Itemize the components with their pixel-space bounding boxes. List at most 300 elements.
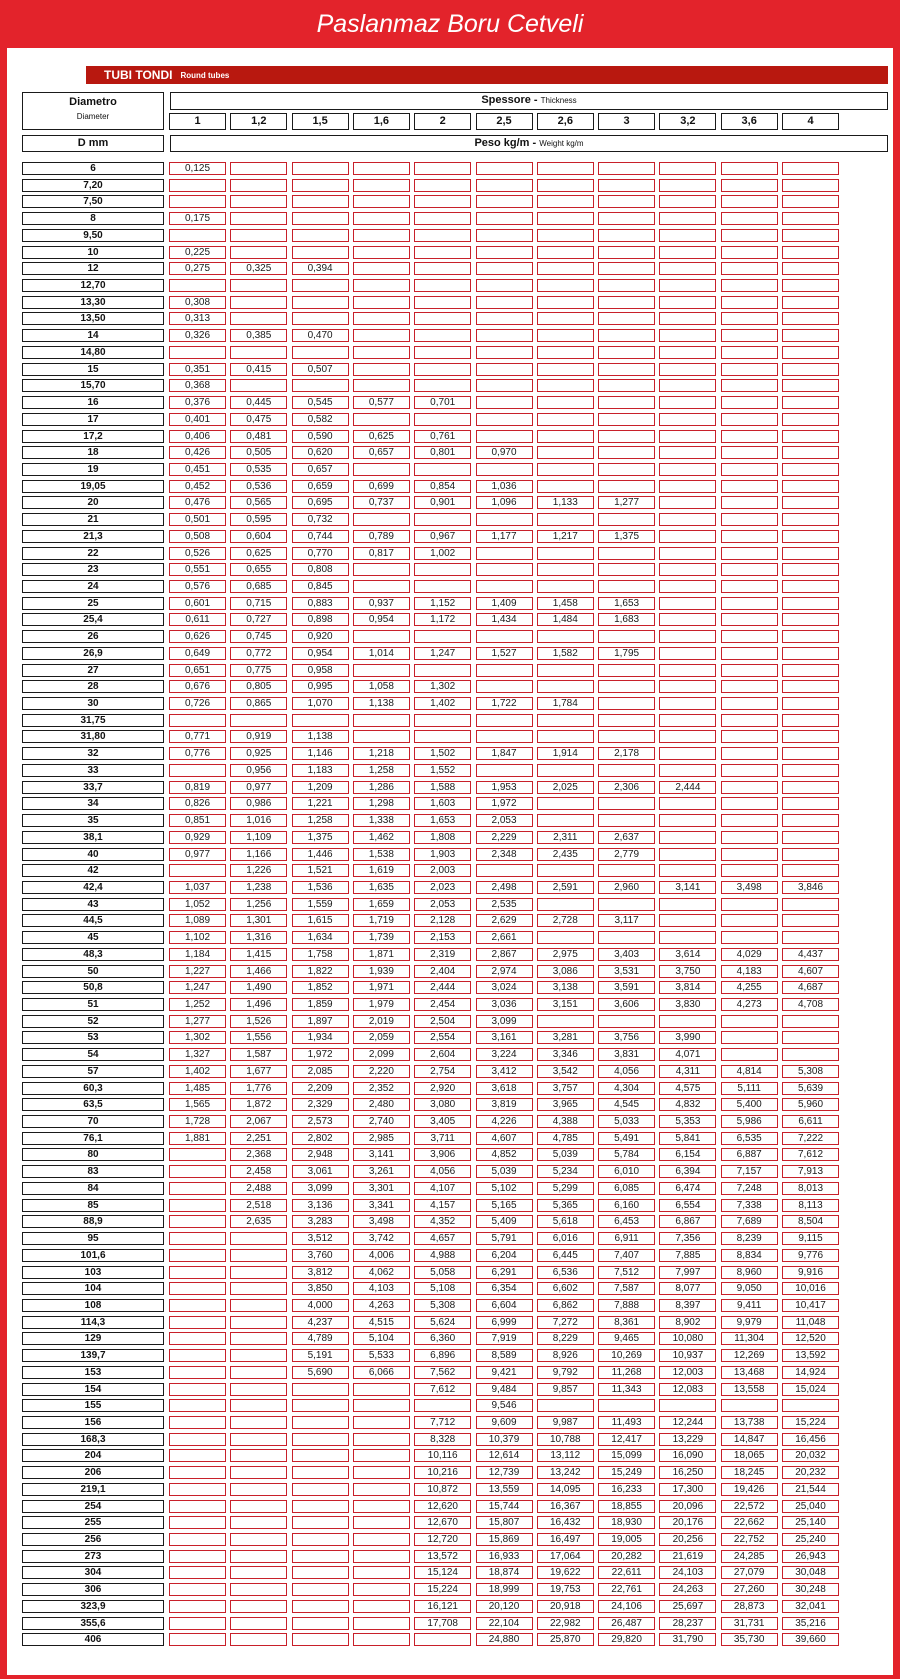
weight-cell: 0,925 [230,747,287,760]
weight-cell [598,212,655,225]
weight-cell: 3,750 [659,965,716,978]
weight-cell [353,212,410,225]
section-title: TUBI TONDI [104,68,173,82]
weight-cell: 1,037 [169,881,226,894]
weight-cell [721,680,778,693]
weight-cell: 3,742 [353,1232,410,1245]
weight-cell: 1,415 [230,948,287,961]
weight-cell: 6,602 [537,1282,594,1295]
weight-cell [537,480,594,493]
weight-cell: 5,986 [721,1115,778,1128]
weight-cell: 6,896 [414,1349,471,1362]
weight-cell: 1,852 [292,981,349,994]
weight-cell: 0,883 [292,597,349,610]
weight-cell [598,580,655,593]
weight-cell [659,179,716,192]
weight-cell: 10,269 [598,1349,655,1362]
weight-cell [537,680,594,693]
weight-cell: 13,242 [537,1466,594,1479]
weight-cell [353,363,410,376]
weight-cell [537,463,594,476]
diameter-cell: 48,3 [22,948,164,961]
weight-cell [598,764,655,777]
weight-cell [169,1249,226,1262]
weight-cell: 10,016 [782,1282,839,1295]
weight-cell [476,664,533,677]
weight-cell: 3,099 [292,1182,349,1195]
weight-cell [353,1449,410,1462]
weight-cell [353,664,410,677]
weight-cell [721,530,778,543]
weight-cell [659,312,716,325]
weight-cell: 30,248 [782,1583,839,1596]
weight-cell: 5,308 [414,1299,471,1312]
weight-cell [230,229,287,242]
weight-cell [169,1316,226,1329]
weight-cell [292,346,349,359]
weight-cell [414,229,471,242]
weight-cell [353,1583,410,1596]
weight-cell: 6,862 [537,1299,594,1312]
weight-cell: 6,354 [476,1282,533,1295]
diameter-cell: 18 [22,446,164,459]
weight-cell: 11,048 [782,1316,839,1329]
weight-cell [169,1199,226,1212]
weight-cell: 18,930 [598,1516,655,1529]
weight-cell: 0,582 [292,413,349,426]
weight-cell [537,246,594,259]
weight-cell [721,747,778,760]
weight-cell [782,379,839,392]
weight-cell [598,430,655,443]
weight-cell [659,613,716,626]
thickness-header [170,92,888,110]
weight-cell [721,764,778,777]
weight-cell: 0,695 [292,496,349,509]
weight-cell [353,279,410,292]
weight-cell: 6,016 [537,1232,594,1245]
weight-cell [292,1416,349,1429]
weight-cell [782,764,839,777]
weight-cell: 1,653 [414,814,471,827]
weight-cell: 0,620 [292,446,349,459]
weight-cell: 3,283 [292,1215,349,1228]
section-subtitle: Round tubes [180,70,230,80]
weight-cell: 6,611 [782,1115,839,1128]
weight-cell [292,1633,349,1646]
weight-cell [782,296,839,309]
weight-cell: 7,356 [659,1232,716,1245]
weight-cell: 20,096 [659,1500,716,1513]
weight-cell [230,1349,287,1362]
weight-cell: 1,939 [353,965,410,978]
weight-cell: 16,497 [537,1533,594,1546]
weight-cell [721,463,778,476]
weight-cell: 1,521 [292,864,349,877]
weight-cell: 1,776 [230,1082,287,1095]
weight-cell: 0,385 [230,329,287,342]
weight-cell: 13,229 [659,1433,716,1446]
diameter-cell: 304 [22,1566,164,1579]
weight-cell: 15,124 [414,1566,471,1579]
weight-cell [169,346,226,359]
weight-cell: 2,178 [598,747,655,760]
weight-cell [169,1282,226,1295]
weight-cell: 22,982 [537,1617,594,1630]
weight-cell: 6,911 [598,1232,655,1245]
weight-cell [230,1266,287,1279]
weight-cell [169,1182,226,1195]
weight-cell [230,1449,287,1462]
weight-cell: 7,248 [721,1182,778,1195]
weight-cell [230,1282,287,1295]
weight-cell: 1,217 [537,530,594,543]
diameter-cell: 20 [22,496,164,509]
weight-cell: 2,637 [598,831,655,844]
weight-cell: 1,138 [353,697,410,710]
weight-cell [782,797,839,810]
weight-cell [353,246,410,259]
weight-cell [230,1600,287,1613]
weight-cell [659,814,716,827]
weight-cell [292,246,349,259]
weight-cell: 2,604 [414,1048,471,1061]
weight-cell: 1,588 [414,781,471,794]
weight-cell [721,480,778,493]
weight-cell [169,1349,226,1362]
weight-cell [292,1433,349,1446]
diameter-cell: 6 [22,162,164,175]
weight-cell [598,329,655,342]
weight-cell: 2,059 [353,1031,410,1044]
weight-cell: 0,772 [230,647,287,660]
weight-cell [659,296,716,309]
weight-cell [659,914,716,927]
weight-cell [721,513,778,526]
weight-cell: 0,854 [414,480,471,493]
weight-cell: 0,898 [292,613,349,626]
weight-cell: 0,535 [230,463,287,476]
weight-cell: 6,867 [659,1215,716,1228]
weight-cell: 9,465 [598,1332,655,1345]
weight-cell: 16,121 [414,1600,471,1613]
weight-cell [659,530,716,543]
weight-cell: 29,820 [598,1633,655,1646]
diameter-cell: 114,3 [22,1316,164,1329]
weight-cell: 19,005 [598,1533,655,1546]
weight-cell: 15,807 [476,1516,533,1529]
diameter-cell: 42,4 [22,881,164,894]
weight-cell: 18,874 [476,1566,533,1579]
weight-cell [782,697,839,710]
weight-cell [659,162,716,175]
weight-cell: 4,062 [353,1266,410,1279]
weight-cell: 1,615 [292,914,349,927]
weight-cell [414,212,471,225]
weight-cell [414,714,471,727]
weight-cell [230,1533,287,1546]
weight-cell: 3,224 [476,1048,533,1061]
weight-cell: 7,885 [659,1249,716,1262]
weight-cell: 0,956 [230,764,287,777]
weight-cell: 6,604 [476,1299,533,1312]
weight-cell [598,229,655,242]
weight-cell: 0,565 [230,496,287,509]
weight-cell: 1,298 [353,797,410,810]
weight-cell: 0,475 [230,413,287,426]
weight-cell: 1,316 [230,931,287,944]
weight-cell: 1,619 [353,864,410,877]
weight-cell: 3,846 [782,881,839,894]
diameter-cell: 50,8 [22,981,164,994]
weight-cell: 9,916 [782,1266,839,1279]
weight-cell: 5,400 [721,1098,778,1111]
weight-cell: 4,852 [476,1148,533,1161]
weight-cell: 3,405 [414,1115,471,1128]
weight-cell: 4,311 [659,1065,716,1078]
weight-cell [230,1249,287,1262]
weight-cell [230,1433,287,1446]
weight-cell: 0,551 [169,563,226,576]
weight-cell [598,697,655,710]
weight-cell: 10,116 [414,1449,471,1462]
weight-cell: 24,285 [721,1550,778,1563]
weight-cell [598,396,655,409]
weight-cell [169,1617,226,1630]
weight-cell [659,229,716,242]
weight-cell: 9,546 [476,1399,533,1412]
weight-cell [476,296,533,309]
weight-cell: 0,845 [292,580,349,593]
weight-cell [476,680,533,693]
weight-cell [721,1399,778,1412]
weight-cell [598,312,655,325]
weight-cell: 0,651 [169,664,226,677]
weight-cell: 0,470 [292,329,349,342]
weight-cell: 5,104 [353,1332,410,1345]
weight-cell: 0,771 [169,730,226,743]
weight-cell: 2,573 [292,1115,349,1128]
weight-cell: 6,536 [537,1266,594,1279]
weight-cell [169,1583,226,1596]
weight-cell: 1,536 [292,881,349,894]
weight-cell [292,1516,349,1529]
weight-cell [782,363,839,376]
weight-cell [169,279,226,292]
weight-cell: 0,376 [169,396,226,409]
weight-cell: 4,304 [598,1082,655,1095]
weight-cell: 7,612 [414,1383,471,1396]
weight-cell: 1,722 [476,697,533,710]
weight-cell: 2,435 [537,848,594,861]
weight-cell [659,647,716,660]
weight-cell: 0,761 [414,430,471,443]
weight-cell: 1,872 [230,1098,287,1111]
weight-cell [169,1299,226,1312]
weight-cell [782,1399,839,1412]
weight-cell [353,379,410,392]
weight-cell: 4,029 [721,948,778,961]
weight-cell: 3,024 [476,981,533,994]
weight-cell: 4,183 [721,965,778,978]
weight-cell: 1,227 [169,965,226,978]
weight-cell: 22,572 [721,1500,778,1513]
weight-cell [782,396,839,409]
weight-cell: 1,070 [292,697,349,710]
weight-cell: 4,515 [353,1316,410,1329]
weight-cell: 3,830 [659,998,716,1011]
weight-cell: 9,411 [721,1299,778,1312]
weight-cell: 24,263 [659,1583,716,1596]
weight-cell: 3,756 [598,1031,655,1044]
weight-cell: 0,967 [414,530,471,543]
weight-cell [598,563,655,576]
weight-cell: 11,304 [721,1332,778,1345]
weight-cell [169,1516,226,1529]
weight-cell [230,1316,287,1329]
weight-cell [414,513,471,526]
weight-cell [598,413,655,426]
weight-cell [414,279,471,292]
weight-cell [537,212,594,225]
diameter-cell: 15 [22,363,164,376]
weight-cell [230,1399,287,1412]
weight-cell: 1,979 [353,998,410,1011]
weight-cell [230,195,287,208]
weight-cell: 0,986 [230,797,287,810]
weight-cell [659,430,716,443]
weight-cell: 0,801 [414,446,471,459]
weight-cell: 10,937 [659,1349,716,1362]
diameter-cell: 26,9 [22,647,164,660]
weight-cell [537,898,594,911]
weight-cell: 1,172 [414,613,471,626]
diameter-cell: 40 [22,848,164,861]
weight-cell: 1,221 [292,797,349,810]
weight-cell [169,1266,226,1279]
weight-cell [476,379,533,392]
diameter-cell: 70 [22,1115,164,1128]
weight-cell [476,413,533,426]
weight-cell: 9,050 [721,1282,778,1295]
weight-cell: 0,701 [414,396,471,409]
diameter-cell: 129 [22,1332,164,1345]
weight-cell: 16,456 [782,1433,839,1446]
diameter-cell: 13,30 [22,296,164,309]
diameter-cell: 88,9 [22,1215,164,1228]
weight-cell: 0,659 [292,480,349,493]
diameter-cell: 156 [22,1416,164,1429]
weight-cell [659,848,716,861]
diameter-cell: 255 [22,1516,164,1529]
weight-cell [782,496,839,509]
weight-cell [230,1500,287,1513]
weight-cell: 3,711 [414,1132,471,1145]
weight-cell [782,898,839,911]
weight-cell [721,1015,778,1028]
weight-cell: 16,250 [659,1466,716,1479]
weight-cell: 4,785 [537,1132,594,1145]
weight-cell: 5,058 [414,1266,471,1279]
weight-cell [537,413,594,426]
diameter-cell: 104 [22,1282,164,1295]
weight-cell [659,1399,716,1412]
weight-cell: 15,099 [598,1449,655,1462]
weight-cell: 4,103 [353,1282,410,1295]
weight-cell [169,764,226,777]
weight-cell [721,363,778,376]
weight-cell: 2,444 [659,781,716,794]
weight-cell: 1,016 [230,814,287,827]
weight-cell [659,714,716,727]
diameter-cell: 52 [22,1015,164,1028]
weight-cell: 3,591 [598,981,655,994]
weight-cell [659,396,716,409]
weight-cell [721,647,778,660]
weight-cell: 1,719 [353,914,410,927]
weight-cell: 9,792 [537,1366,594,1379]
weight-cell [721,246,778,259]
diameter-cell: 50 [22,965,164,978]
weight-cell [353,1633,410,1646]
weight-cell [169,1600,226,1613]
frame-left-border [0,48,7,1679]
weight-cell: 0,275 [169,262,226,275]
weight-cell [537,864,594,877]
weight-cell: 0,995 [292,680,349,693]
weight-cell [721,179,778,192]
weight-cell: 7,272 [537,1316,594,1329]
weight-cell [292,1566,349,1579]
weight-cell: 20,918 [537,1600,594,1613]
weight-cell: 1,677 [230,1065,287,1078]
weight-cell [598,363,655,376]
weight-cell: 0,819 [169,781,226,794]
weight-cell: 0,325 [230,262,287,275]
weight-cell: 3,757 [537,1082,594,1095]
weight-cell [721,931,778,944]
weight-cell: 4,988 [414,1249,471,1262]
weight-cell: 0,745 [230,630,287,643]
weight-cell [292,1483,349,1496]
weight-cell [537,379,594,392]
weight-cell [659,212,716,225]
weight-cell [414,730,471,743]
weight-cell [721,396,778,409]
weight-cell: 16,432 [537,1516,594,1529]
weight-cell: 0,977 [230,781,287,794]
weight-cell [598,179,655,192]
weight-cell: 1,277 [598,496,655,509]
weight-cell: 3,403 [598,948,655,961]
weight-cell: 3,498 [721,881,778,894]
weight-cell [537,329,594,342]
weight-cell: 1,102 [169,931,226,944]
weight-cell: 0,657 [353,446,410,459]
weight-cell: 7,919 [476,1332,533,1345]
weight-cell: 0,676 [169,680,226,693]
weight-cell [598,664,655,677]
weight-cell: 2,740 [353,1115,410,1128]
diameter-cell: 84 [22,1182,164,1195]
weight-cell [353,1416,410,1429]
weight-cell: 4,388 [537,1115,594,1128]
weight-cell [230,296,287,309]
weight-cell: 1,565 [169,1098,226,1111]
weight-cell [782,914,839,927]
weight-cell: 1,582 [537,647,594,660]
weight-cell [537,363,594,376]
